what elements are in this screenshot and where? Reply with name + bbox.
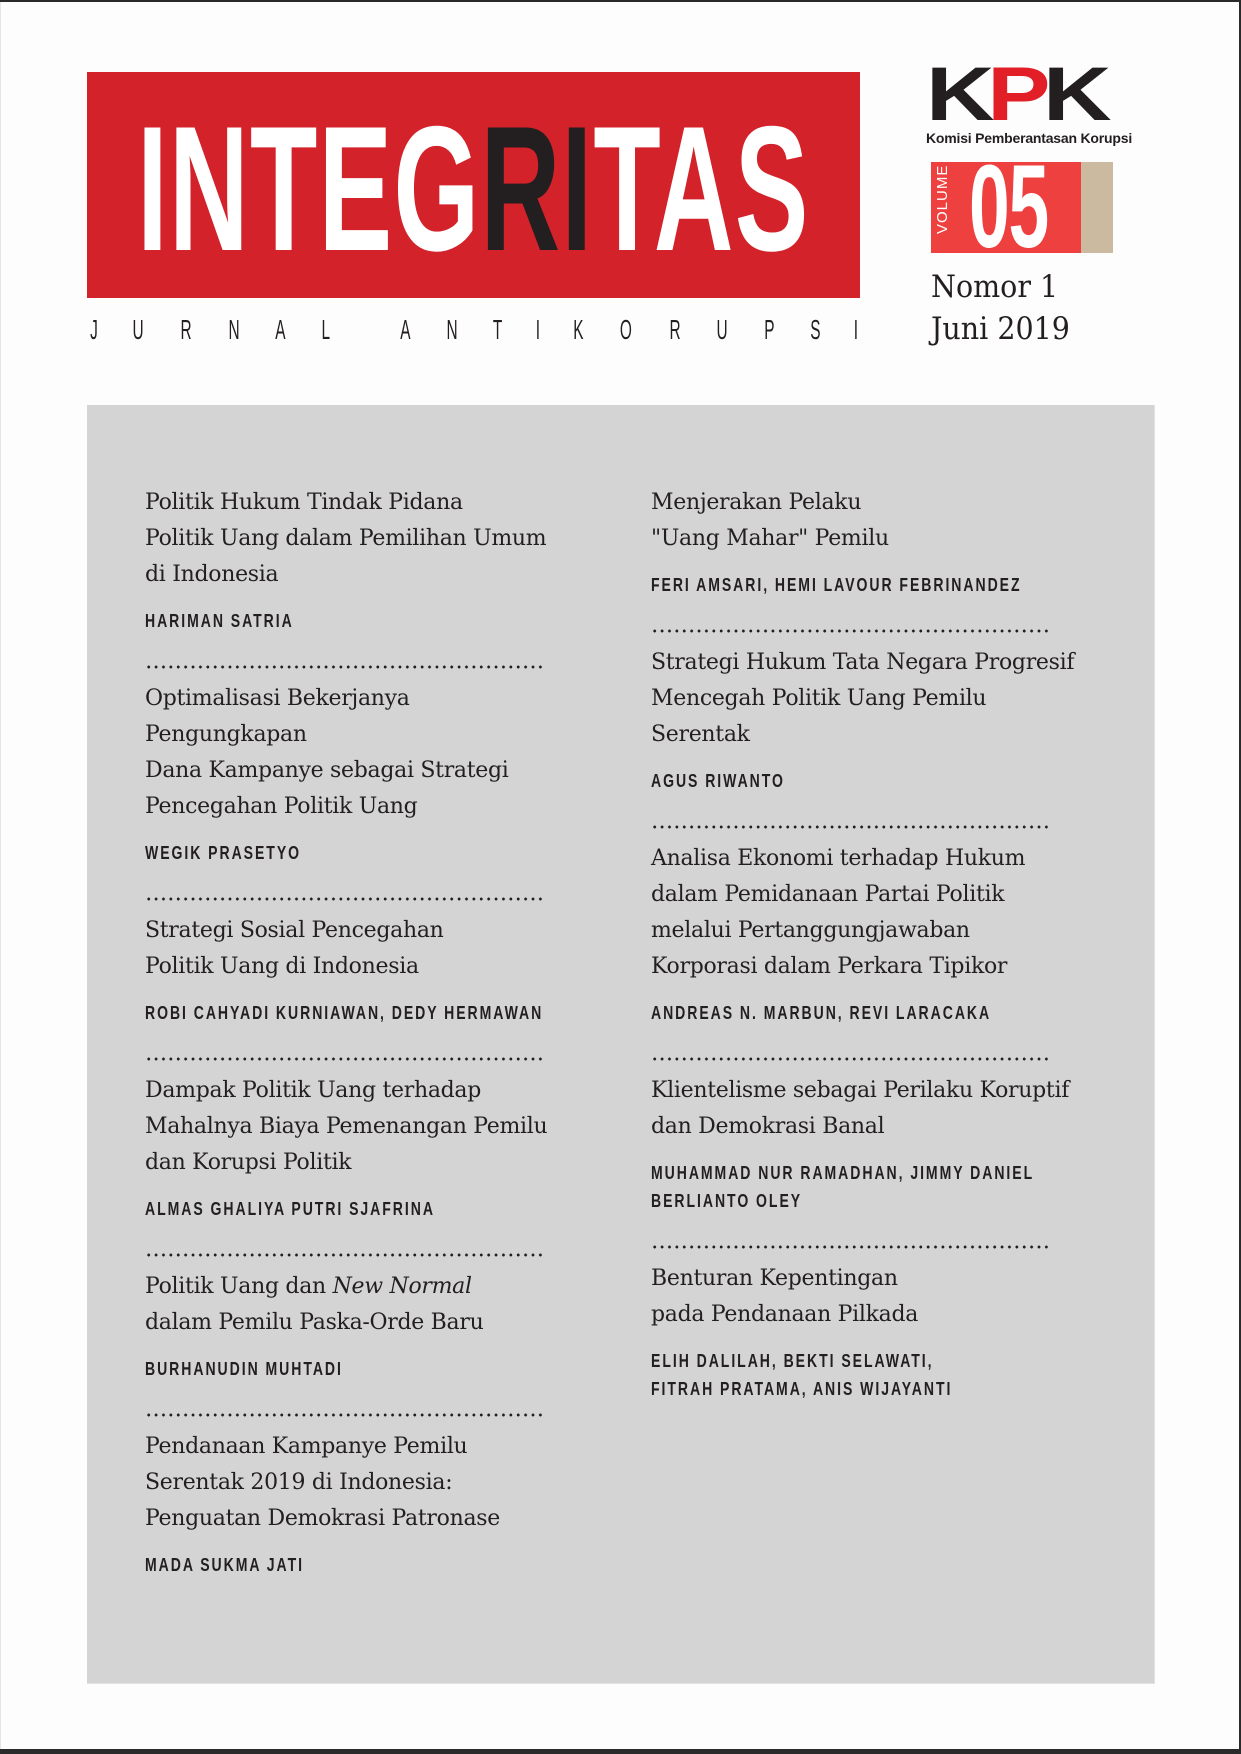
subtitle-letter: U	[716, 314, 728, 345]
kpk-logo: KPK	[926, 52, 1105, 137]
subtitle-letter: K	[573, 314, 584, 345]
article-title: Politik Hukum Tindak Pidana Politik Uang dalam Pemilihan Umum di Indonesia	[145, 490, 547, 587]
dotted-separator	[145, 1397, 545, 1417]
article-author: ROBI CAHYADI KURNIAWAN, DEDY HERMAWAN	[145, 1003, 544, 1023]
subtitle-letter: T	[493, 314, 503, 345]
subtitle-letter: U	[132, 314, 145, 345]
toc-column-right	[651, 485, 1081, 1403]
article-title-part: dalam Pemilu Paska-Orde Baru	[145, 1310, 484, 1335]
journal-cover	[0, 2, 1239, 1749]
subtitle-letter: I	[535, 314, 541, 345]
subtitle-letter: A	[275, 314, 286, 345]
volume-label: VOLUME	[934, 164, 951, 234]
subtitle-letter: P	[764, 314, 775, 345]
title-part-highlight: RI	[480, 89, 594, 288]
article-title	[145, 1269, 575, 1341]
toc-entry[interactable]	[145, 1073, 575, 1223]
publisher-name: Komisi Pemberantasan Korupsi	[926, 130, 1133, 146]
article-title: Analisa Ekonomi terhadap Hukum dalam Pemidanaan Partai Politik melalui Pertanggungjawaban Korporasi dalam Perkara Tipikor	[651, 846, 1026, 979]
toc-entry[interactable]	[651, 1261, 1081, 1403]
dotted-separator	[651, 1041, 1051, 1061]
toc-entry[interactable]	[651, 1073, 1081, 1215]
subtitle-letter: A	[399, 314, 411, 345]
issue-number: Nomor 1	[931, 269, 1059, 305]
journal-subtitle	[87, 314, 860, 346]
journal-title	[137, 89, 810, 288]
toc-entry[interactable]	[651, 645, 1081, 795]
toc-entry[interactable]	[145, 485, 575, 635]
article-title-italic: New Normal	[332, 1274, 472, 1299]
article-author: AGUS RIWANTO	[651, 771, 785, 791]
subtitle-letter: O	[620, 314, 633, 345]
article-title: Menjerakan Pelaku "Uang Mahar" Pemilu	[651, 490, 889, 551]
article-title: Klientelisme sebagai Perilaku Koruptif dan Demokrasi Banal	[651, 1078, 1070, 1139]
toc-entry[interactable]	[651, 841, 1081, 1027]
article-title: Strategi Hukum Tata Negara Progresif Mencegah Politik Uang Pemilu Serentak	[651, 650, 1075, 747]
title-part-start: INTEG	[137, 89, 481, 288]
subtitle-letter: S	[810, 314, 821, 345]
toc-entry[interactable]	[145, 1269, 575, 1383]
issue-date: Juni 2019	[931, 311, 1070, 347]
article-title: Benturan Kepentingan pada Pendanaan Pilkada	[651, 1266, 919, 1327]
dotted-separator	[145, 1237, 545, 1257]
dotted-separator	[145, 881, 545, 901]
article-title: Pendanaan Kampanye Pemilu Serentak 2019 di Indonesia: Penguatan Demokrasi Patronase	[145, 1434, 500, 1531]
subtitle-letter: R	[669, 314, 681, 345]
masthead-banner	[87, 72, 860, 298]
volume-number: 05	[969, 162, 1048, 253]
subtitle-letter: R	[180, 314, 192, 345]
article-title-part: Politik Uang dan	[145, 1274, 333, 1299]
article-author: ELIH DALILAH, BEKTI SELAWATI, FITRAH PRATAMA, ANIS WIJAYANTI	[651, 1351, 953, 1399]
article-title: Strategi Sosial Pencegahan Politik Uang di Indonesia	[145, 918, 444, 979]
volume-badge-red	[931, 162, 1081, 253]
subtitle-letter: L	[321, 314, 330, 345]
article-title: Dampak Politik Uang terhadap Mahalnya Biaya Pemenangan Pemilu dan Korupsi Politik	[145, 1078, 548, 1175]
subtitle-letter: N	[228, 314, 240, 345]
article-author: MADA SUKMA JATI	[145, 1555, 304, 1575]
subtitle-letter: N	[446, 314, 458, 345]
article-author: MUHAMMAD NUR RAMADHAN, JIMMY DANIEL BERLIANTO OLEY	[651, 1163, 1035, 1211]
dotted-separator	[145, 649, 545, 669]
toc-column-left	[145, 485, 575, 1579]
toc-entry[interactable]	[651, 485, 1081, 599]
toc-entry[interactable]	[145, 1429, 575, 1579]
dotted-separator	[651, 809, 1051, 829]
volume-badge	[931, 162, 1113, 253]
article-author: ALMAS GHALIYA PUTRI SJAFRINA	[145, 1199, 435, 1219]
article-title: Optimalisasi Bekerjanya Pengungkapan Dana Kampanye sebagai Strategi Pencegahan Politik Uang	[145, 686, 509, 819]
article-author: WEGIK PRASETYO	[145, 843, 302, 863]
title-part-end: TAS	[593, 89, 810, 288]
subtitle-letter: I	[853, 314, 859, 345]
article-author: BURHANUDIN MUHTADI	[145, 1359, 343, 1379]
article-author: ANDREAS N. MARBUN, REVI LARACAKA	[651, 1003, 992, 1023]
table-of-contents	[87, 405, 1155, 1684]
toc-entry[interactable]	[145, 913, 575, 1027]
subtitle-letter: J	[90, 314, 98, 345]
article-author: HARIMAN SATRIA	[145, 611, 294, 631]
article-author: FERI AMSARI, HEMI LAVOUR FEBRINANDEZ	[651, 575, 1022, 595]
subtitle-space	[362, 314, 366, 346]
dotted-separator	[145, 1041, 545, 1061]
dotted-separator	[651, 1229, 1051, 1249]
dotted-separator	[651, 613, 1051, 633]
toc-entry[interactable]	[145, 681, 575, 867]
volume-badge-accent	[1081, 162, 1113, 253]
